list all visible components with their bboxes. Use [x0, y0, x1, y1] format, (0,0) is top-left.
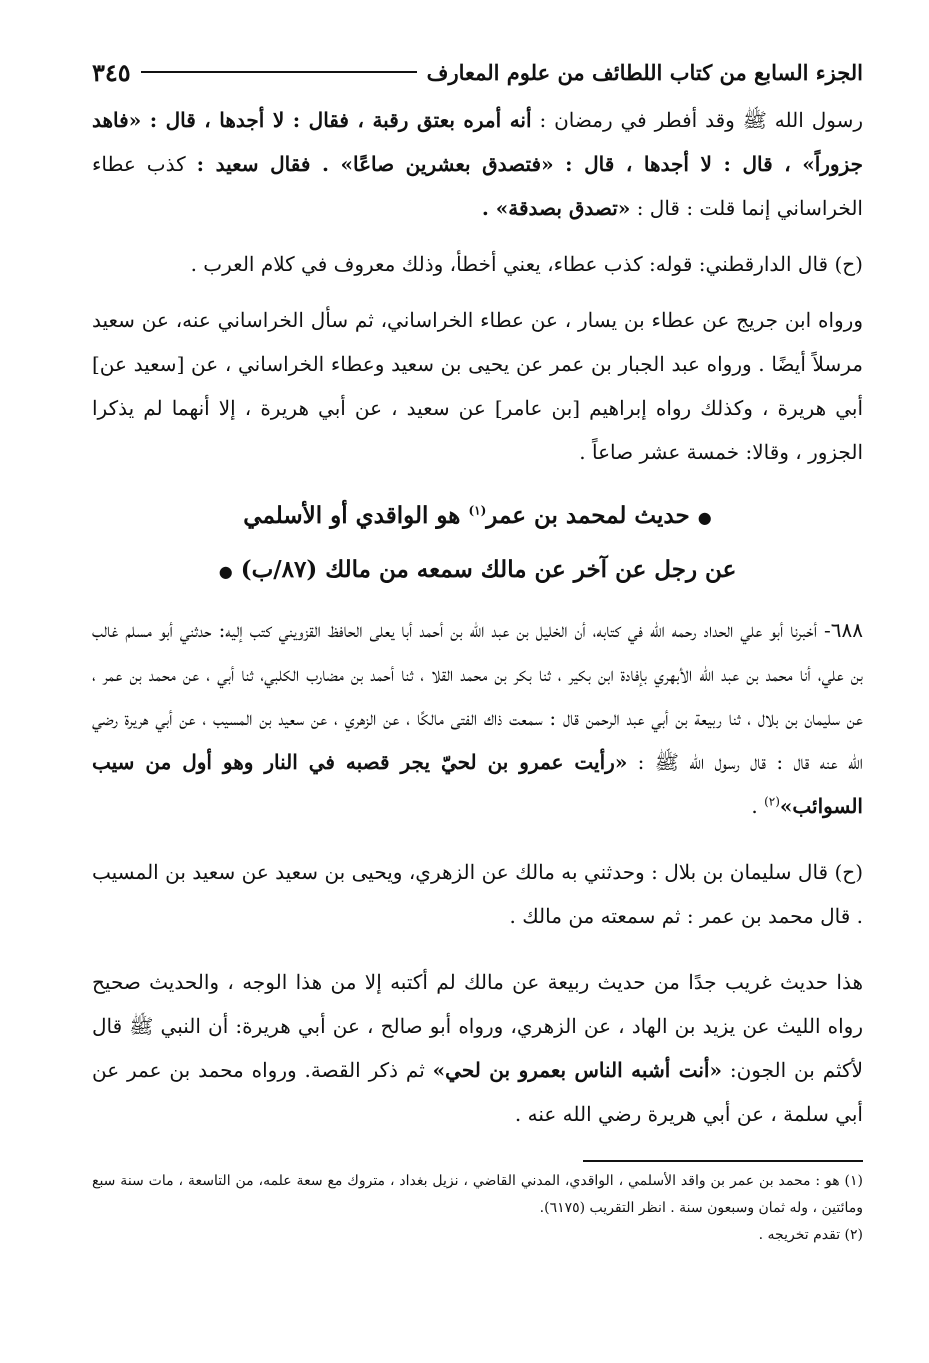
running-header: [92, 52, 863, 92]
footnote-ref: (١): [468, 503, 487, 518]
heading-text: هو الواقدي أو الأسلمي: [243, 502, 469, 529]
heading-text: حديث لمحمد بن عمر: [486, 502, 690, 529]
heading-text: عن رجل عن آخر عن مالك سمعه من مالك (٨٧/ب): [240, 556, 737, 583]
text-run: كذب عطاء الخراساني إنما قلت : قال :: [92, 152, 863, 220]
footnote-2: (٢) تقدم تخريجه .: [758, 1227, 863, 1243]
commentary-paragraph: (ح) قال سليمان بن بلال : وحدثني به مالك عن الزهري، ويحيى بن سعيد عن سعيد بن المسيب . قال محمد بن عمر : ثم سمعته من مالك .: [92, 860, 863, 928]
section-heading: [92, 490, 863, 598]
paragraph: ورواه ابن جريج عن عطاء بن يسار ، عن عطاء الخراساني، ثم سأل الخراساني عنه، عن سعيد مرسلاً أيضًا . ورواه عبد الجبار بن عمر عن يحيى بن سعيد وعطاء الخراساني ، عن [سعيد عن] أبي هريرة ، وكذلك رواه إبراهيم [بن عامر] عن سعيد ، عن أبي هريرة ، إلا أنهما لم يذكرا الجزور ، وقالا: خمسة عشر صاعاً .: [92, 308, 864, 464]
quoted-text: «تصدق بصدقة» .: [481, 196, 631, 220]
text-run: .: [751, 794, 765, 818]
heading-line-2: [92, 544, 863, 598]
paragraph: [92, 98, 863, 230]
commentary-paragraph: (ح) قال الدارقطني: قوله: كذب عطاء، يعني أخطأ، وذلك معروف في كلام العرب .: [190, 252, 863, 276]
footnote-1: (١) هو : محمد بن عمر بن واقد الأسلمي ، الواقدي، المدني القاضي ، نزيل بغداد ، متروك مع سعة علمه، من التاسعة ، مات سنة سبع ومائتين ، وله ثمان وسبعون سنة . انظر التقريب (٦١٧٥).: [92, 1173, 863, 1216]
bullet-icon: ●: [697, 508, 712, 527]
paragraph: [92, 960, 863, 1136]
header-rule: [141, 71, 417, 73]
text-run: رسول الله ﷺ وقد أفطر في رمضان :: [531, 108, 863, 132]
running-title: الجزء السابع من كتاب اللطائف من علوم المعارف: [426, 59, 863, 85]
text-run: ٦٨٨- أخبرنا أبو علي الحداد رحمه الله في كتابه، أن الخليل بن عبد الله بن أحمد أبا يعلى الحافظ القزويني كتب إليه: حدثني أبو مسلم غالب بن علي، أنا محمد بن عبد الله الأبهري بإفادة ابن بكير ، ثنا بكر بن محمد القلا ، ثنا أحمد بن مضارب الكلبي، ثنا أبي ، عن محمد بن عمر ، عن سليمان بن بلال ، ثنا ربيعة بن أبي عبد الرحمن قال : سمعت ذاك الفتى مالكًا ، عن الزهري ، عن سعيد بن المسيب ، عن أبي هريرة رضي الله عنه قال : قال رسول الله ﷺ :: [92, 618, 864, 774]
footnote-rule: [583, 1160, 863, 1162]
hadith-matn: «أنت أشبه الناس بعمرو بن لحي»: [432, 1058, 722, 1082]
hadith-paragraph: [92, 608, 863, 828]
text-run: ثم ذكر القصة. ورواه محمد بن عمر عن أبي سلمة ، عن أبي هريرة رضي الله عنه .: [92, 1058, 863, 1126]
footnote-ref: (٢): [764, 794, 780, 809]
hadith-matn: «رأيت عمرو بن لحيّ يجر قصبه في النار وهو أول من سيب السوائب»: [92, 750, 863, 818]
text-run: هذا حديث غريب جدًا من حديث ربيعة عن مالك لم أكتبه إلا من هذا الوجه ، والحديث صحيح رواه الليث عن يزيد بن الهاد ، عن الزهري، ورواه أبو صالح ، عن أبي هريرة: أن النبي ﷺ قال لأكثم بن الجون:: [92, 970, 863, 1082]
quoted-text: أنه أمره بعتق رقبة ، فقال : لا أجدها ، قال : «فاهد جزوراً» ، قال : لا أجدها ، قال : «فتصدق بعشرين صاعًا» . فقال سعيد :: [92, 108, 863, 176]
heading-line-1: [92, 490, 863, 544]
footnotes: [92, 1160, 863, 1249]
bullet-icon: ●: [218, 562, 233, 581]
main-text: [92, 98, 863, 1136]
page-number: ٣٤٥: [92, 57, 131, 87]
